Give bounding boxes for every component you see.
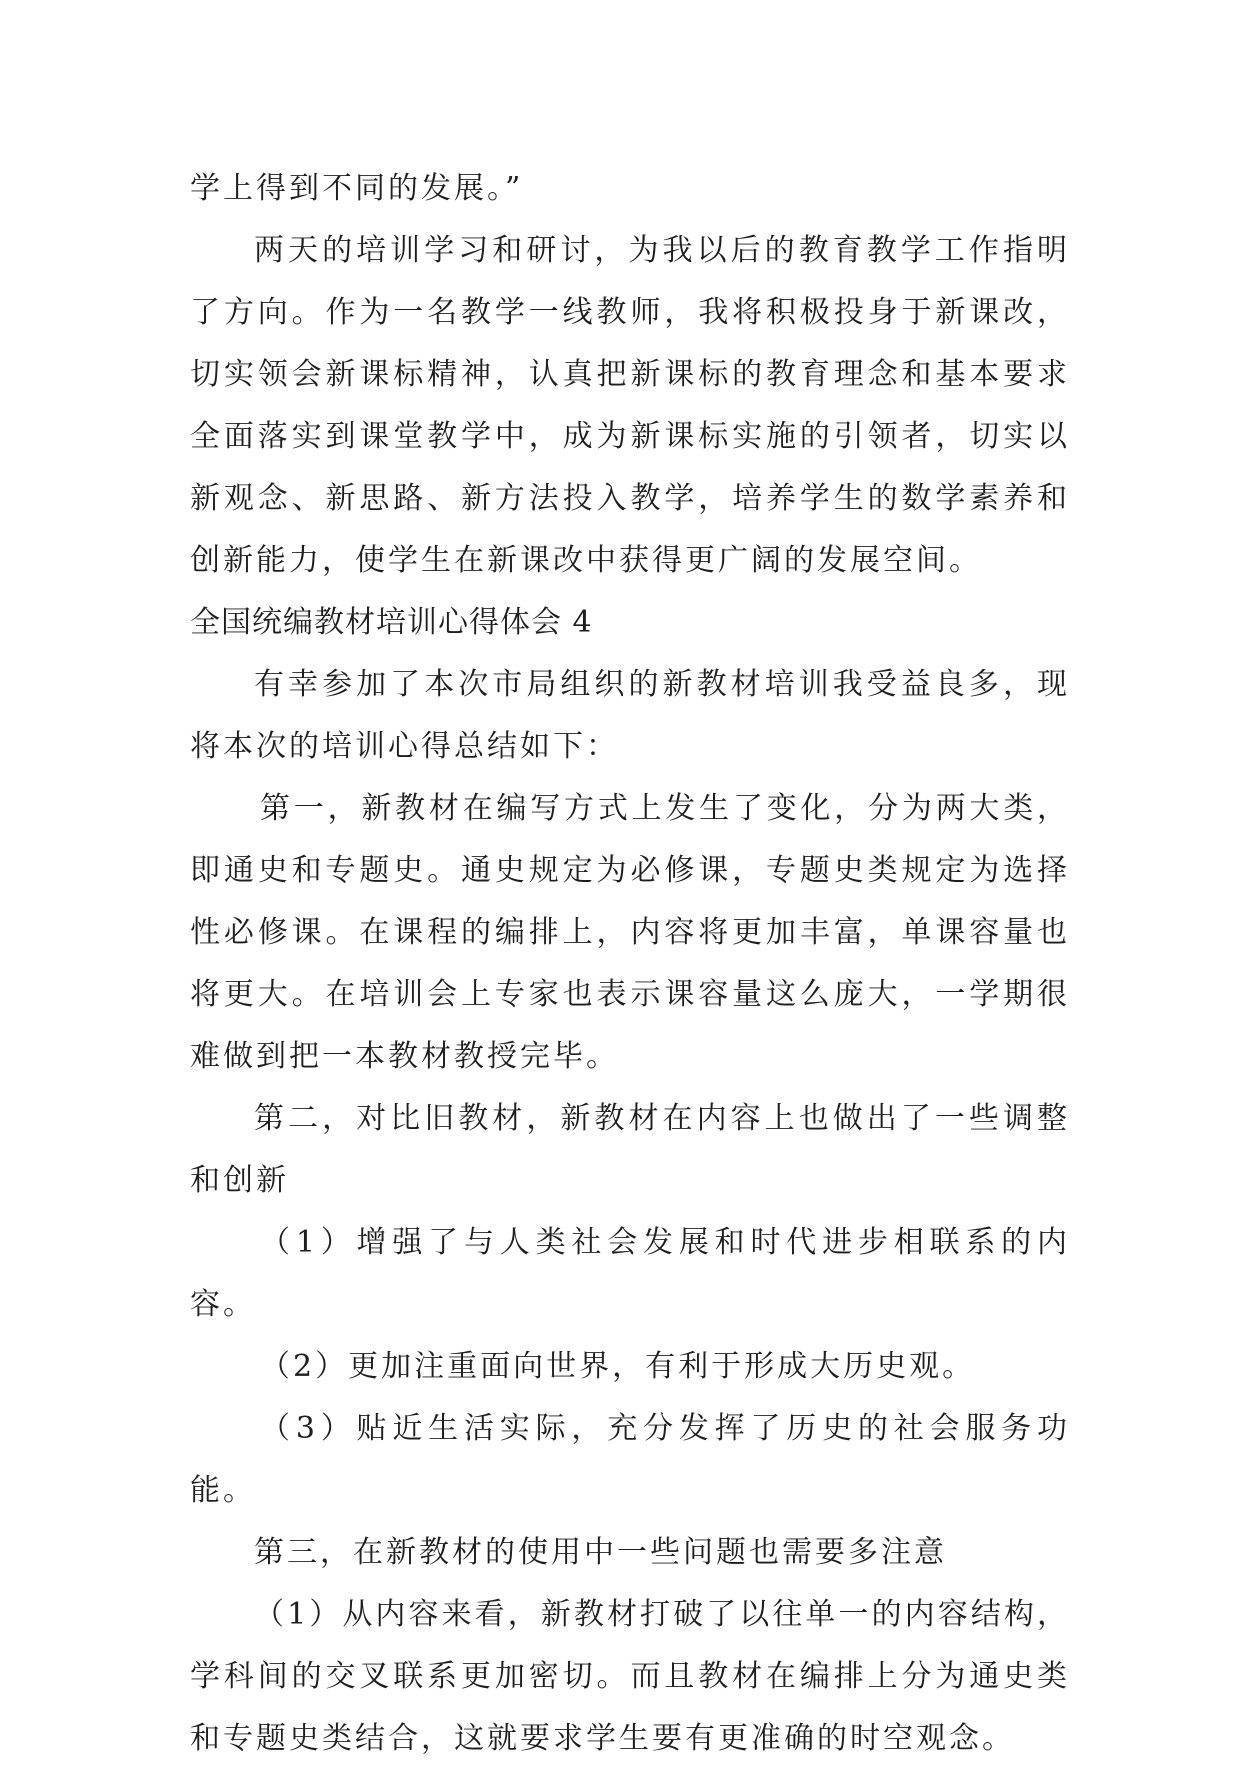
paragraph-intro: 有幸参加了本次市局组织的新教材培训我受益良多，现将本次的培训心得总结如下： xyxy=(190,667,1070,764)
paragraph-point-three-item-1: （1）从内容来看，新教材打破了以往单一的内容结构，学科间的交叉联系更加密切。而且教材在编排上分为通史类和专题史类结合，这就要求学生要有更准确的时空观念。 xyxy=(190,1597,1070,1756)
paragraph-point-three: 第三，在新教材的使用中一些问题也需要多注意 xyxy=(254,1535,947,1570)
paragraph-point-one: 第一，新教材在编写方式上发生了变化，分为两大类，即通史和专题史。通史规定为必修课，专题史类规定为选择性必修课。在课程的编排上，内容将更加丰富，单课容量也将更大。在培训会上专家也表示课容量这么庞大，一学期很难做到把一本教材教授完毕。 xyxy=(190,791,1070,1074)
list-item-2: （2）更加注重面向世界，有利于形成大历史观。 xyxy=(260,1349,976,1384)
list-item-1: （1）增强了与人类社会发展和时代进步相联系的内容。 xyxy=(190,1225,1070,1322)
paragraph-point-two: 第二，对比旧教材，新教材在内容上也做出了一些调整和创新 xyxy=(190,1101,1070,1198)
document-body xyxy=(190,158,1070,1770)
section-heading: 全国统编教材培训心得体会 4 xyxy=(190,605,593,640)
paragraph-continuation: 学上得到不同的发展。” xyxy=(190,171,524,206)
paragraph-training-summary: 两天的培训学习和研讨，为我以后的教育教学工作指明了方向。作为一名教学一线教师，我将积极投身于新课改，切实领会新课标精神，认真把新课标的教育理念和基本要求全面落实到课堂教学中，成为新课标实施的引领者，切实以新观念、新思路、新方法投入教学，培养学生的数学素养和创新能力，使学生在新课改中获得更广阔的发展空间。 xyxy=(190,233,1070,578)
list-item-3: （3）贴近生活实际，充分发挥了历史的社会服务功能。 xyxy=(190,1411,1070,1508)
